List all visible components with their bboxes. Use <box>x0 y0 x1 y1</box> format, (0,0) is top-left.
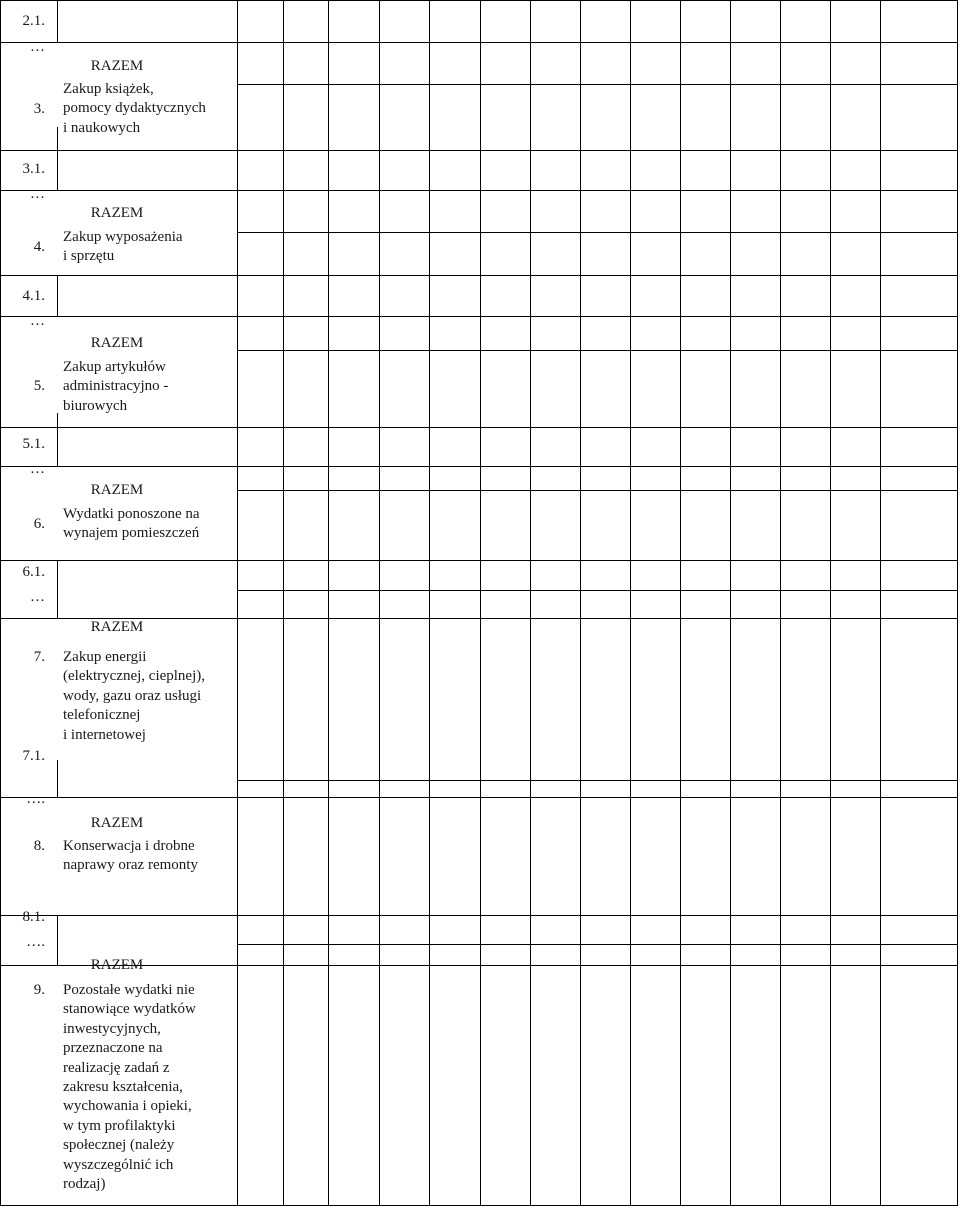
column-rule <box>680 0 681 1206</box>
section-description: i sprzętu <box>63 248 115 265</box>
row-rule <box>0 42 958 43</box>
section-description: administracyjno - <box>63 378 169 395</box>
row-rule <box>0 915 958 916</box>
section-description: przeznaczone na <box>63 1040 163 1057</box>
column-rule <box>57 413 58 466</box>
column-rule <box>57 127 58 190</box>
section-description: zakresu kształcenia, <box>63 1079 183 1095</box>
section-description: wyszczególnić ich <box>63 1156 174 1173</box>
row-rule <box>237 490 958 491</box>
row-rule <box>0 190 958 191</box>
section-description: Zakup artykułów <box>63 359 166 375</box>
column-rule <box>830 0 831 1206</box>
column-rule <box>57 0 58 42</box>
row-number: …. <box>26 791 45 807</box>
column-rule <box>57 560 58 618</box>
total-label: RAZEM <box>90 335 144 351</box>
row-number: …. <box>26 934 45 950</box>
section-description: w tym profilaktyki <box>63 1117 176 1134</box>
section-description: realizację zadań z <box>63 1059 170 1076</box>
section-description: wychowania i opieki, <box>63 1098 192 1115</box>
total-label: RAZEM <box>90 957 144 973</box>
section-number: 8. <box>33 838 45 854</box>
column-rule <box>57 760 58 797</box>
section-number: 9. <box>33 982 45 998</box>
section-description: Wydatki ponoszone na <box>63 506 200 522</box>
row-rule <box>237 944 958 945</box>
row-number: … <box>30 461 45 477</box>
row-number: … <box>30 313 45 329</box>
total-label: RAZEM <box>90 205 144 221</box>
section-description: naprawy oraz remonty <box>63 857 198 874</box>
section-description: Pozostałe wydatki nie <box>63 982 195 998</box>
row-rule <box>0 0 958 1</box>
column-rule <box>57 275 58 316</box>
section-description: społecznej (należy <box>63 1137 175 1154</box>
row-rule <box>237 232 958 233</box>
column-rule <box>283 0 284 1206</box>
section-description: stanowiące wydatków <box>63 1001 196 1018</box>
column-rule <box>429 0 430 1206</box>
section-description: rodzaj) <box>63 1176 106 1192</box>
row-rule <box>0 316 958 317</box>
column-rule <box>0 0 1 1206</box>
section-number: 3. <box>33 101 45 117</box>
row-number: … <box>30 186 45 202</box>
column-rule <box>880 0 881 1206</box>
section-number: 6. <box>33 516 45 532</box>
row-number: … <box>30 39 45 55</box>
column-rule <box>957 0 958 1206</box>
section-description: telefonicznej <box>63 707 141 724</box>
section-description: Konserwacja i drobne <box>63 838 195 854</box>
row-number: 5.1. <box>22 436 45 452</box>
row-rule <box>0 560 958 561</box>
section-description: wynajem pomieszczeń <box>63 525 200 542</box>
total-label: RAZEM <box>90 619 144 635</box>
total-label: RAZEM <box>90 58 144 74</box>
section-description: i naukowych <box>63 119 141 136</box>
row-rule <box>0 466 958 467</box>
row-rule <box>237 84 958 85</box>
row-rule <box>0 797 958 798</box>
column-rule <box>580 0 581 1206</box>
row-rule <box>0 150 958 151</box>
column-rule <box>780 0 781 1206</box>
section-description: inwestycyjnych, <box>63 1020 161 1037</box>
section-description: Zakup energii <box>63 649 147 665</box>
section-description: (elektrycznej, cieplnej), <box>63 668 206 685</box>
column-rule <box>328 0 329 1206</box>
total-label: RAZEM <box>90 482 144 498</box>
column-rule <box>480 0 481 1206</box>
total-label: RAZEM <box>90 815 144 831</box>
column-rule <box>379 0 380 1206</box>
column-rule <box>237 0 238 1206</box>
column-rule <box>630 0 631 1206</box>
row-rule <box>0 427 958 428</box>
section-description: Zakup książek, <box>63 81 154 97</box>
section-number: 7. <box>33 649 45 665</box>
row-number: 3.1. <box>22 161 45 177</box>
section-number: 5. <box>33 378 45 394</box>
section-description: i internetowej <box>63 726 146 743</box>
row-rule <box>0 275 958 276</box>
section-number: 4. <box>33 239 45 255</box>
column-rule <box>530 0 531 1206</box>
row-rule <box>237 590 958 591</box>
column-rule <box>730 0 731 1206</box>
row-rule <box>237 350 958 351</box>
row-number: 8.1. <box>22 909 45 925</box>
section-description: pomocy dydaktycznych <box>63 100 206 117</box>
row-number: 4.1. <box>22 288 45 304</box>
row-number: 2.1. <box>22 13 45 29</box>
section-description: wody, gazu oraz usługi <box>63 687 202 704</box>
row-rule <box>237 780 958 781</box>
row-number: … <box>30 589 45 605</box>
row-number: 7.1. <box>22 748 45 764</box>
section-description: Zakup wyposażenia <box>63 229 183 245</box>
row-number: 6.1. <box>22 564 45 580</box>
section-description: biurowych <box>63 397 128 414</box>
